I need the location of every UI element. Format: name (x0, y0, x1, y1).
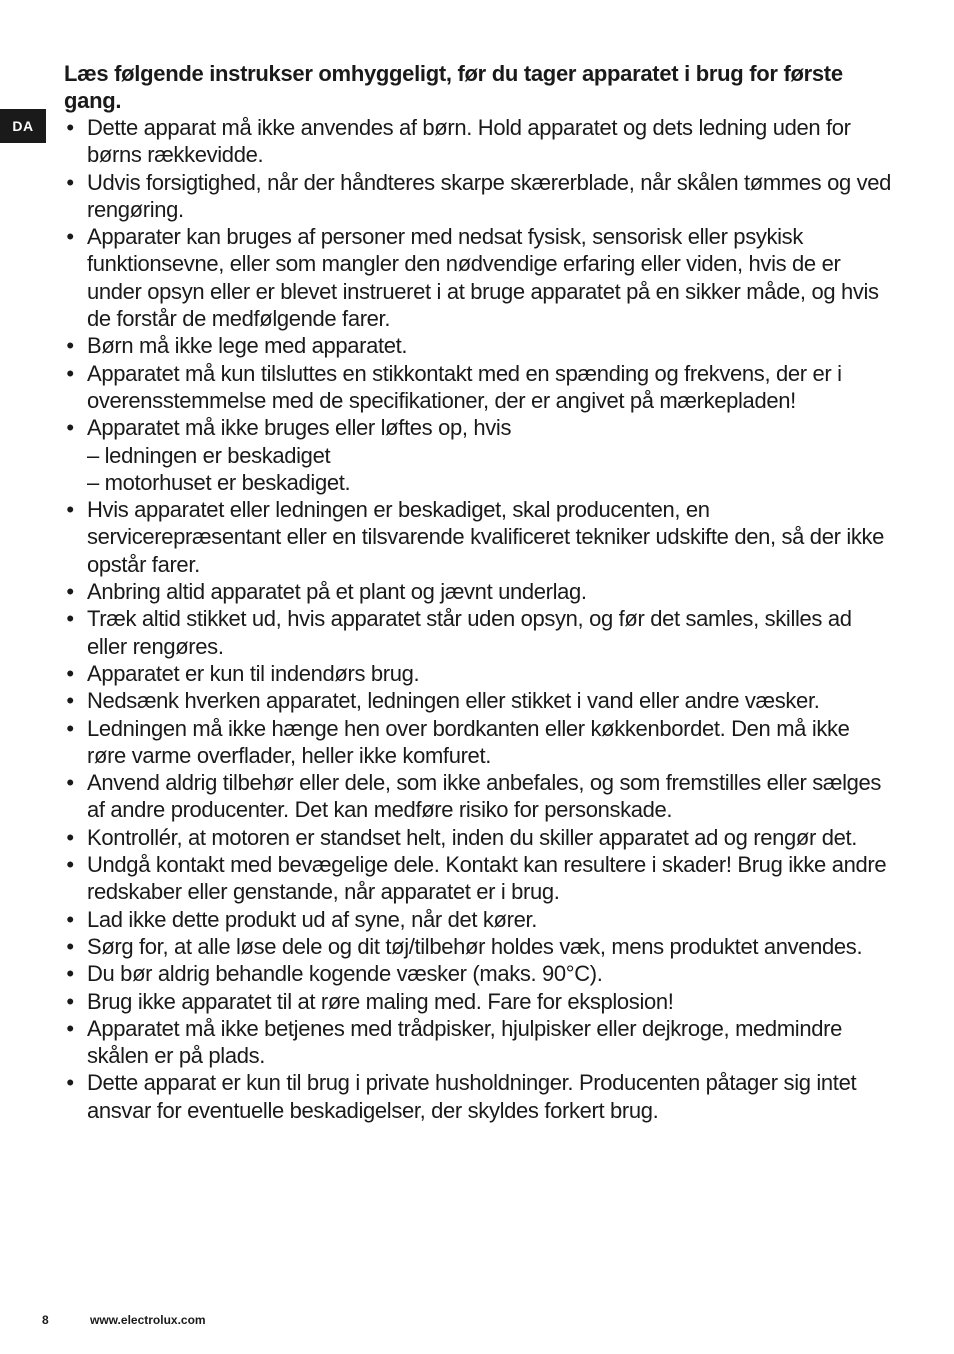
list-item (64, 687, 894, 714)
bullet-icon: • (66, 360, 74, 386)
list-item-text: Undgå kontakt med bevægelige dele. Kontakt kan resultere i skader! Brug ikke andre redskaber eller genstande, når apparatet er i brug. (87, 852, 887, 905)
list-item (64, 769, 894, 824)
list-item-text: Dette apparat må ikke anvendes af børn. Hold apparatet og dets ledning uden for børns rækkevidde. (87, 115, 851, 168)
language-tab: DA (0, 109, 46, 143)
list-item-text: Ledningen må ikke hænge hen over bordkanten eller køkkenbordet. Den må ikke røre varme overflader, heller ikke komfuret. (87, 715, 850, 768)
bullet-icon: • (66, 169, 74, 195)
list-item (64, 715, 894, 770)
page-heading: Læs følgende instrukser omhyggeligt, før du tager apparatet i brug for første gang. (64, 61, 843, 113)
list-item-text: Sørg for, at alle løse dele og dit tøj/tilbehør holdes væk, mens produktet anvendes. (87, 933, 863, 959)
list-item-text: Anbring altid apparatet på et plant og jævnt underlag. (87, 579, 587, 605)
list-subitem: – motorhuset er beskadiget. (87, 469, 351, 495)
bullet-icon: • (66, 333, 74, 359)
list-item (64, 169, 894, 224)
list-item-text: Apparatet må kun tilsluttes en stikkontakt med en spænding og frekvens, der er i overensstemmelse med de specifikationer, der er angivet på mærkepladen! (87, 360, 842, 413)
safety-instructions (64, 60, 894, 1124)
bullet-icon: • (66, 933, 74, 959)
list-item-text: Udvis forsigtighed, når der håndteres skarpe skærerblade, når skålen tømmes og ved rengøring. (87, 169, 892, 222)
list-item-text: Apparatet må ikke bruges eller løftes op, hvis (87, 415, 512, 441)
bullet-icon: • (66, 415, 74, 441)
list-item (64, 851, 894, 906)
page-footer (42, 1313, 206, 1327)
website-link[interactable]: www.electrolux.com (90, 1313, 206, 1327)
list-item-text: Dette apparat er kun til brug i private husholdninger. Producenten påtager sig intet ansvar for eventuelle beskadigelser, der skyldes forkert brug. (87, 1070, 857, 1123)
list-item (64, 1069, 894, 1124)
list-item-text: Børn må ikke lege med apparatet. (87, 333, 408, 359)
list-item-text: Apparatet må ikke betjenes med trådpisker, hjulpisker eller dejkroge, medmindre skålen er på plads. (87, 1015, 842, 1069)
bullet-icon: • (66, 1070, 74, 1096)
list-item-text: Apparater kan bruges af personer med nedsat fysisk, sensorisk eller psykisk funktionsevne, eller som mangler den nødvendige erfaring eller viden, hvis de er under opsyn eller er blevet instrueret i at bruge apparatet på en sikker måde, og hvis de forstår de medfølgende farer. (87, 224, 879, 332)
list-item (64, 332, 894, 359)
bullet-icon: • (66, 606, 74, 632)
page-number: 8 (42, 1313, 49, 1327)
list-item (64, 988, 894, 1015)
bullet-icon: • (66, 224, 74, 250)
list-item (64, 360, 894, 415)
bullet-icon: • (66, 115, 74, 140)
bullet-icon: • (66, 497, 74, 523)
bullet-icon: • (66, 579, 74, 605)
bullet-icon: • (66, 824, 74, 850)
list-item (64, 605, 894, 660)
list-item-text: Kontrollér, at motoren er standset helt, inden du skiller apparatet ad og rengør det. (87, 824, 858, 850)
list-item (64, 824, 894, 851)
bullet-icon: • (66, 660, 74, 686)
list-item (64, 114, 894, 169)
list-item (64, 496, 894, 578)
list-item (64, 578, 894, 605)
list-item (64, 414, 894, 496)
list-item (64, 906, 894, 933)
list-item-text: Træk altid stikket ud, hvis apparatet står uden opsyn, og før det samles, skilles ad eller rengøres. (87, 606, 852, 659)
list-subitem: – ledningen er beskadiget (87, 442, 331, 468)
bullet-icon: • (66, 688, 74, 714)
bullet-icon: • (66, 961, 74, 987)
list-item-text: Apparatet er kun til indendørs brug. (87, 660, 420, 686)
list-item (64, 960, 894, 987)
list-item (64, 660, 894, 687)
instruction-list (64, 114, 894, 1124)
list-item-text: Nedsænk hverken apparatet, ledningen eller stikket i vand eller andre væsker. (87, 688, 820, 714)
bullet-icon: • (66, 1015, 74, 1041)
list-item (64, 1015, 894, 1070)
list-item-text: Brug ikke apparatet til at røre maling med. Fare for eksplosion! (87, 988, 674, 1014)
list-item (64, 933, 894, 960)
list-item-text: Du bør aldrig behandle kogende væsker (maks. 90°C). (87, 961, 603, 987)
bullet-icon: • (66, 770, 74, 796)
bullet-icon: • (66, 906, 74, 932)
list-item-text: Anvend aldrig tilbehør eller dele, som ikke anbefales, og som fremstilles eller sælges af andre producenter. Det kan medføre risiko for personskade. (87, 770, 882, 823)
bullet-icon: • (66, 852, 74, 878)
bullet-icon: • (66, 988, 74, 1014)
list-item-text: Lad ikke dette produkt ud af syne, når det kører. (87, 906, 538, 932)
bullet-icon: • (66, 715, 74, 741)
list-item-text: Hvis apparatet eller ledningen er beskadiget, skal producenten, en servicerepræsentant eller en tilsvarende kvalificeret tekniker udskifte den, så der ikke opstår farer. (87, 497, 885, 577)
list-item (64, 223, 894, 332)
